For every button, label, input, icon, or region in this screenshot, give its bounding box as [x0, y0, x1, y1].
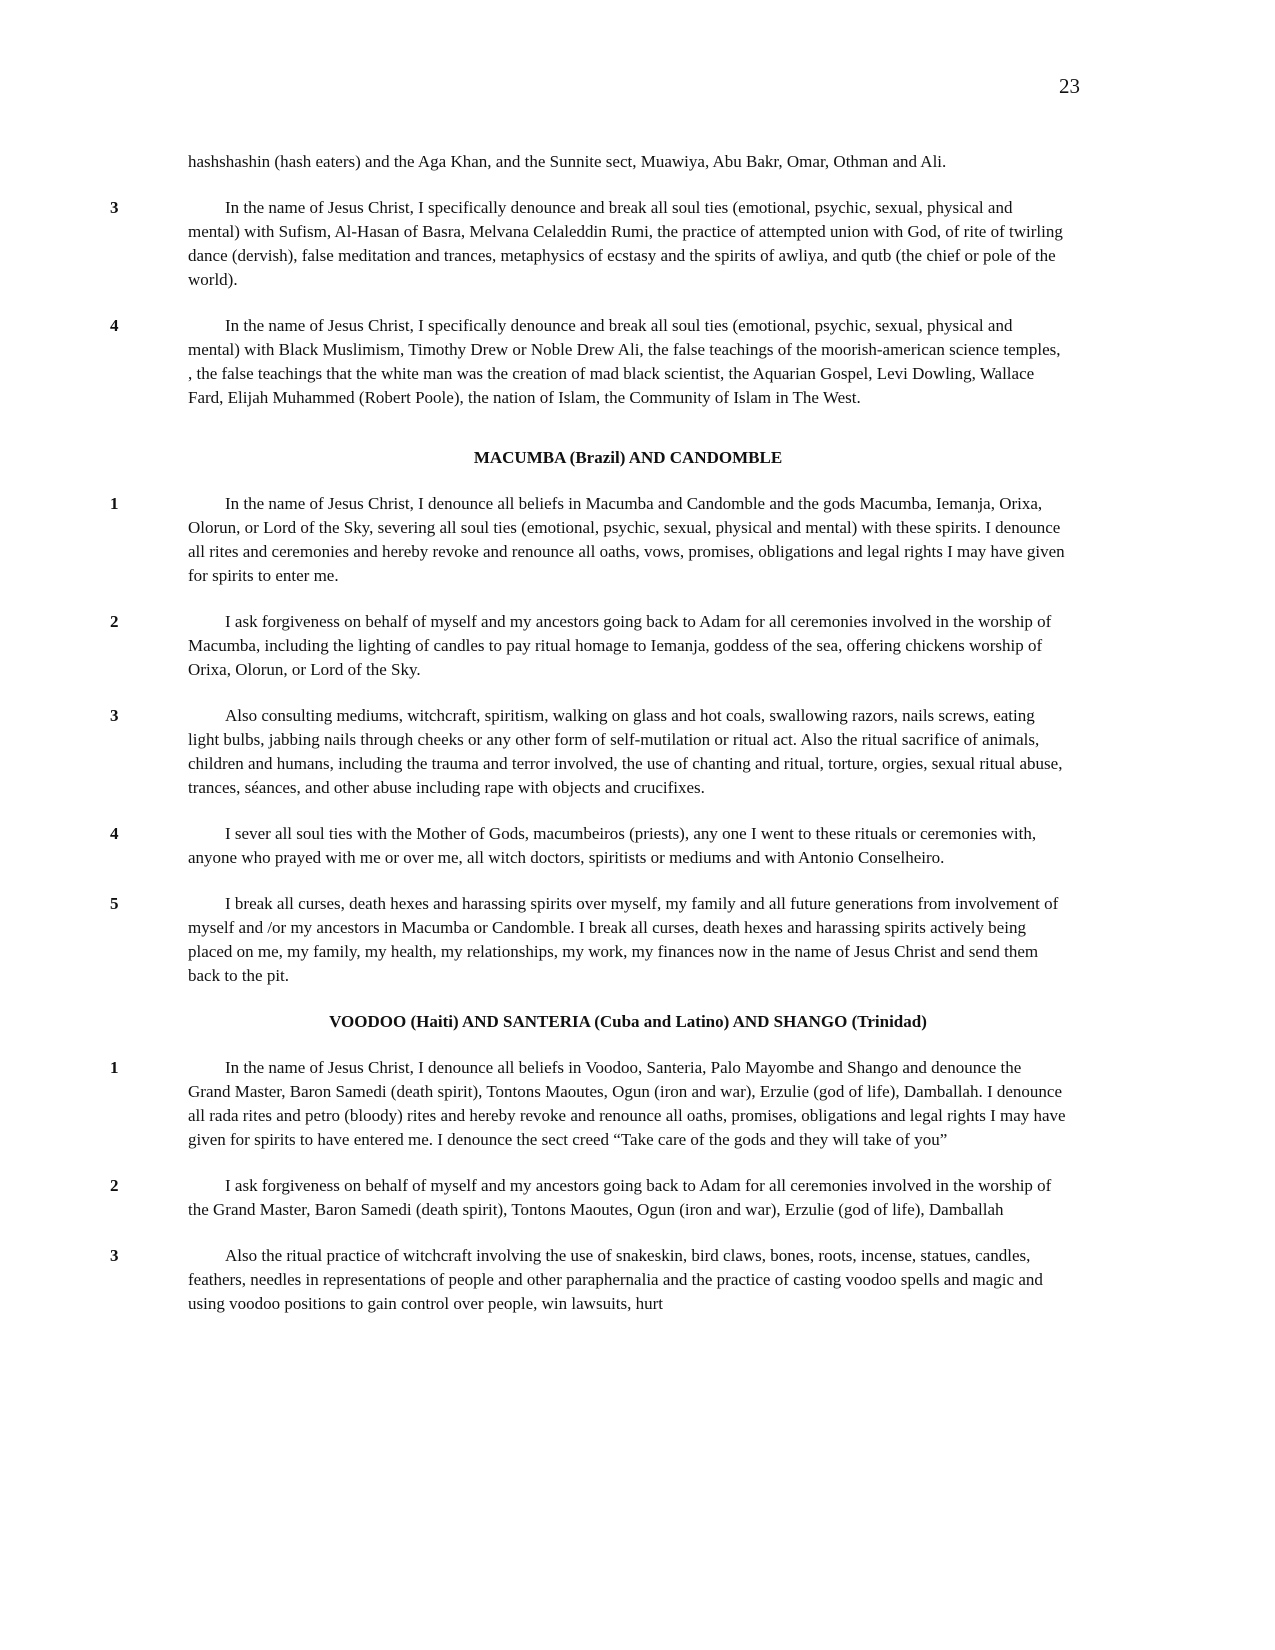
paragraph-number: 2: [110, 612, 119, 631]
paragraph-number: 3: [110, 198, 119, 217]
paragraph: [110, 1174, 1110, 1222]
paragraph: [110, 314, 1110, 410]
paragraph: [110, 822, 1110, 870]
paragraph-number: 4: [110, 316, 119, 335]
paragraph-number: 1: [110, 1058, 119, 1077]
paragraph-text: Also consulting mediums, witchcraft, spiritism, walking on glass and hot coals, swallowing razors, nails screws, eating light bulbs, jabbing nails through cheeks or any other form of self-mutilation or ritual act. Also the ritual sacrifice of animals, children and humans, including the trauma and terror involved, the use of chanting and ritual, torture, orgies, sexual ritual abuse, trances, séances, and other abuse including rape with objects and crucifixes.: [188, 706, 1063, 797]
document-body: [110, 150, 1110, 1338]
page-number: 23: [1059, 74, 1080, 98]
paragraph: [110, 704, 1110, 800]
paragraph-number: 4: [110, 824, 119, 843]
paragraph-text: Also the ritual practice of witchcraft involving the use of snakeskin, bird claws, bones, roots, incense, statues, candles, feathers, needles in representations of people and other paraphernalia and the practice of casting voodoo spells and magic and using voodoo positions to gain control over people, win lawsuits, hurt: [188, 1246, 1043, 1313]
paragraph-text: I ask forgiveness on behalf of myself and my ancestors going back to Adam for all ceremonies involved in the worship of Macumba, including the lighting of candles to pay ritual homage to Iemanja, goddess of the sea, offering chickens worship of Orixa, Olorun, or Lord of the Sky.: [188, 612, 1052, 679]
paragraph-continuation: [110, 150, 1110, 174]
paragraph-text: In the name of Jesus Christ, I specifically denounce and break all soul ties (emotional, psychic, sexual, physical and mental) with Black Muslimism, Timothy Drew or Noble Drew Ali, the false teachings of the moorish-american science temples, , the false teachings that the white man was the creation of mad black scientist, the Aquarian Gospel, Levi Dowling, Wallace Fard, Elijah Muhammed (Robert Poole), the nation of Islam, the Community of Islam in The West.: [188, 316, 1061, 407]
paragraph-text: I sever all soul ties with the Mother of Gods, macumbeiros (priests), any one I went to these rituals or ceremonies with, anyone who prayed with me or over me, all witch doctors, spiritists or mediums and with Antonio Conselheiro.: [188, 824, 1037, 867]
section-heading-voodoo: VOODOO (Haiti) AND SANTERIA (Cuba and Latino) AND SHANGO (Trinidad): [329, 1012, 927, 1031]
paragraph-text: I break all curses, death hexes and harassing spirits over myself, my family and all future generations from involvement of myself and /or my ancestors in Macumba or Candomble. I break all curses, death hexes and harassing spirits actively being placed on me, my family, my health, my relationships, my work, my finances now in the name of Jesus Christ and send them back to the pit.: [188, 894, 1059, 985]
paragraph-text: hashshashin (hash eaters) and the Aga Khan, and the Sunnite sect, Muawiya, Abu Bakr, Omar, Othman and Ali.: [188, 152, 947, 171]
paragraph-number: 5: [110, 894, 119, 913]
paragraph: [110, 1244, 1110, 1316]
paragraph: [110, 892, 1110, 988]
section-heading-macumba: MACUMBA (Brazil) AND CANDOMBLE: [473, 448, 783, 467]
paragraph-number: 2: [110, 1176, 119, 1195]
paragraph: [110, 492, 1110, 588]
paragraph: [110, 610, 1110, 682]
paragraph-text: In the name of Jesus Christ, I specifically denounce and break all soul ties (emotional, psychic, sexual, physical and mental) with Sufism, Al-Hasan of Basra, Melvana Celaleddin Rumi, the practice of attempted union with God, of rite of twirling dance (dervish), false meditation and trances, metaphysics of ecstasy and the spirits of awliya, and qutb (the chief or pole of the world).: [188, 198, 1063, 289]
paragraph: [110, 1056, 1110, 1152]
paragraph-text: In the name of Jesus Christ, I denounce all beliefs in Voodoo, Santeria, Palo Mayombe and Shango and denounce the Grand Master, Baron Samedi (death spirit), Tontons Maoutes, Ogun (iron and war), Erzulie (god of life), Damballah. I denounce all rada rites and petro (bloody) rites and hereby revoke and renounce all oaths, promises, obligations and legal rights I may have given for spirits to have entered me. I denounce the sect creed “Take care of the gods and they will take of you”: [188, 1058, 1066, 1149]
paragraph-text: In the name of Jesus Christ, I denounce all beliefs in Macumba and Candomble and the gods Macumba, Iemanja, Orixa, Olorun, or Lord of the Sky, severing all soul ties (emotional, psychic, sexual, physical and mental) with these spirits. I denounce all rites and ceremonies and hereby revoke and renounce all oaths, vows, promises, obligations and legal rights I may have given for spirits to enter me.: [188, 494, 1065, 585]
paragraph-number: 3: [110, 1246, 119, 1265]
paragraph-text: I ask forgiveness on behalf of myself and my ancestors going back to Adam for all ceremonies involved in the worship of the Grand Master, Baron Samedi (death spirit), Tontons Maoutes, Ogun (iron and war), Erzulie (god of life), Damballah: [188, 1176, 1052, 1219]
paragraph-number: 1: [110, 494, 119, 513]
paragraph: [110, 196, 1110, 292]
paragraph-number: 3: [110, 706, 119, 725]
